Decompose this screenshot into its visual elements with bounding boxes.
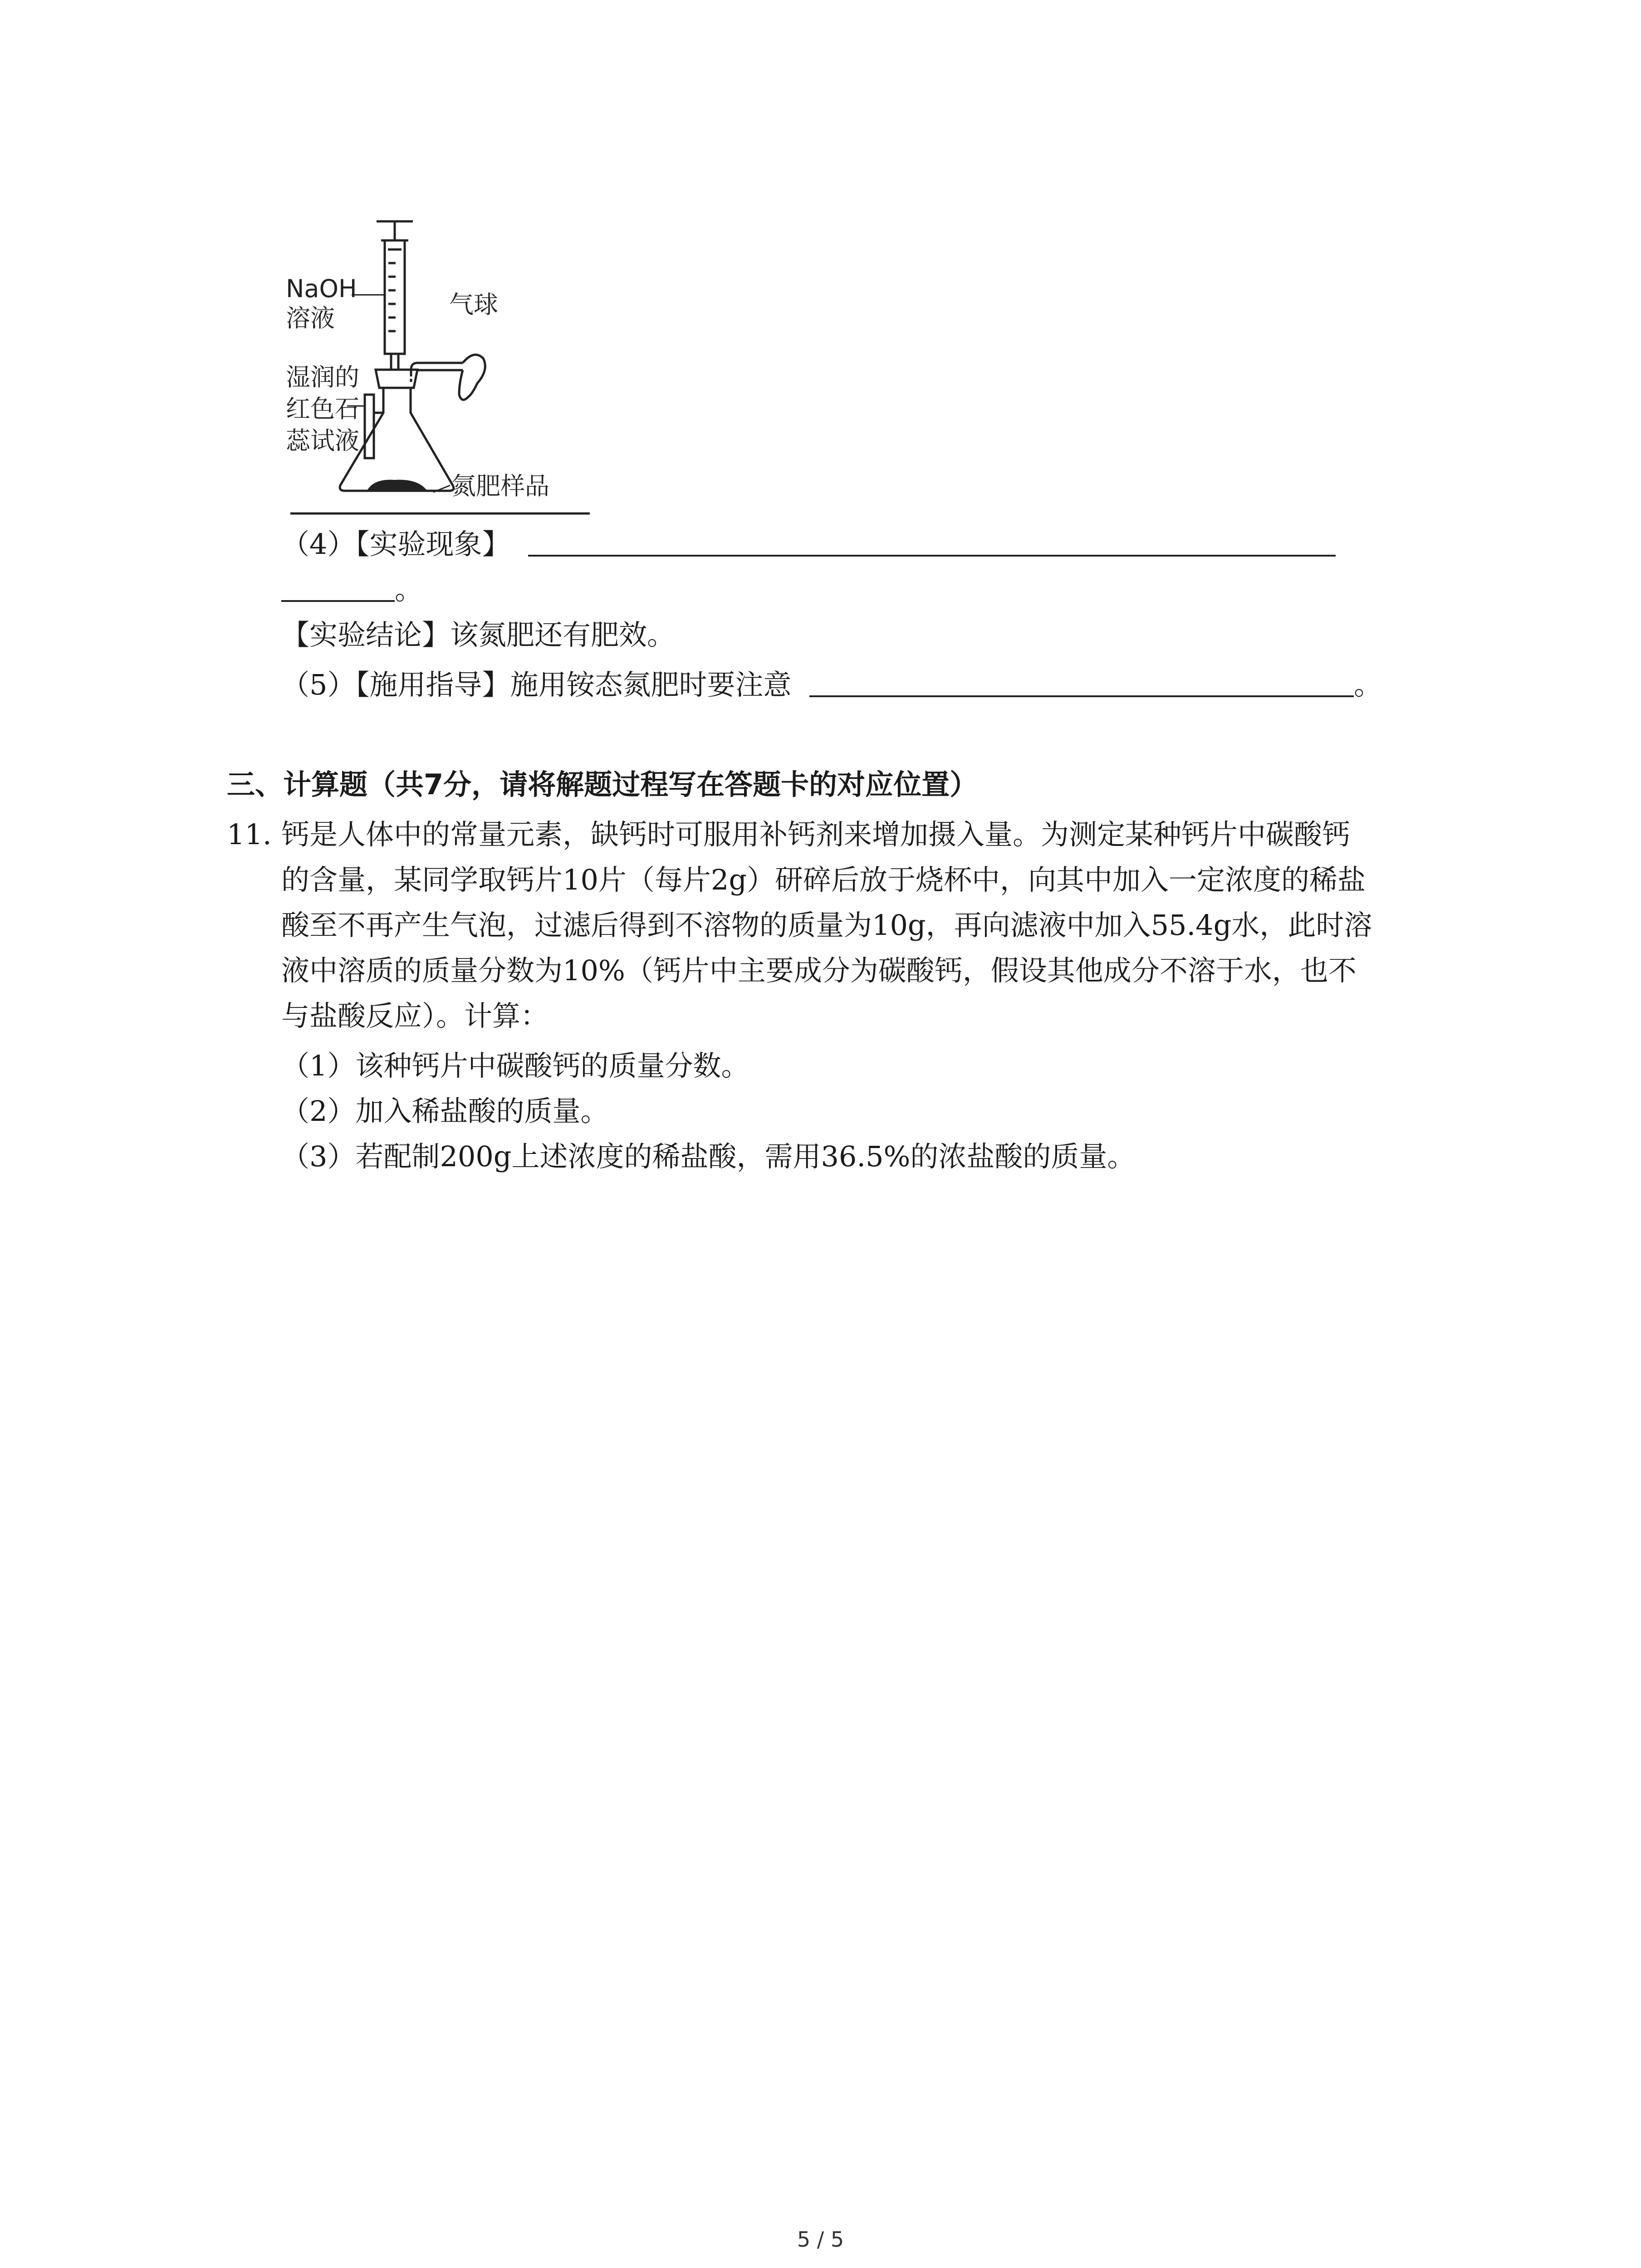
label-litmus-1: 湿润的 [286, 363, 359, 391]
q11-line-4: 液中溶质的质量分数为10%（钙片中主要成分为碳酸钙，假设其他成分不溶于水，也不 [281, 954, 1357, 987]
label-litmus-2: 红色石 [286, 395, 359, 423]
q10-part4-answer-blank-cont[interactable] [281, 573, 395, 602]
label-balloon: 气球 [449, 290, 498, 319]
q10-part4-line [281, 526, 1336, 562]
page-number: 5 / 5 [797, 2227, 844, 2252]
q11-line-5: 与盐酸反应）。计算： [281, 999, 549, 1032]
q11-sub2: （2）加入稀盐酸的质量。 [281, 1095, 609, 1128]
q10-part5-end: 。 [1354, 668, 1382, 701]
apparatus-figure [272, 213, 599, 522]
q11-line-2: 的含量，某同学取钙片10片（每片2g）研碎后放于烧杯中，向其中加入一定浓度的稀盐 [281, 863, 1366, 896]
label-naoh: NaOH [286, 274, 357, 303]
label-naoh-solution: 溶液 [286, 304, 335, 332]
q10-part4-continuation [281, 572, 423, 608]
label-nitrogen-sample: 氮肥样品 [451, 472, 549, 500]
q10-part4-answer-blank[interactable] [528, 528, 1336, 557]
q11-sub3: （3）若配制200g上述浓度的稀盐酸，需用36.5%的浓盐酸的质量。 [281, 1140, 1136, 1173]
q10-part5-label: （5）【施用指导】施用铵态氮肥时要注意 [281, 668, 792, 701]
label-litmus-3: 蕊试液 [286, 426, 359, 455]
q10-part4-end: 。 [395, 573, 423, 606]
q11-sub1: （1）该种钙片中碳酸钙的质量分数。 [281, 1049, 749, 1082]
q10-conclusion: 【实验结论】该氮肥还有肥效。 [281, 618, 676, 651]
q11-line-1: 钙是人体中的常量元素，缺钙时可服用补钙剂来增加摄入量。为测定某种钙片中碳酸钙 [281, 818, 1351, 851]
q10-part5-line [281, 667, 1382, 703]
q11-number: 11. [227, 818, 272, 851]
q10-part4-label: （4）【实验现象】 [281, 528, 510, 561]
q10-part5-answer-blank[interactable] [809, 668, 1354, 697]
section3-heading: 三、计算题（共7分，请将解题过程写在答题卡的对应位置） [227, 768, 978, 801]
q11-line-3: 酸至不再产生气泡，过滤后得到不溶物的质量为10g，再向滤液中加入55.4g水，此时溶 [281, 909, 1372, 942]
